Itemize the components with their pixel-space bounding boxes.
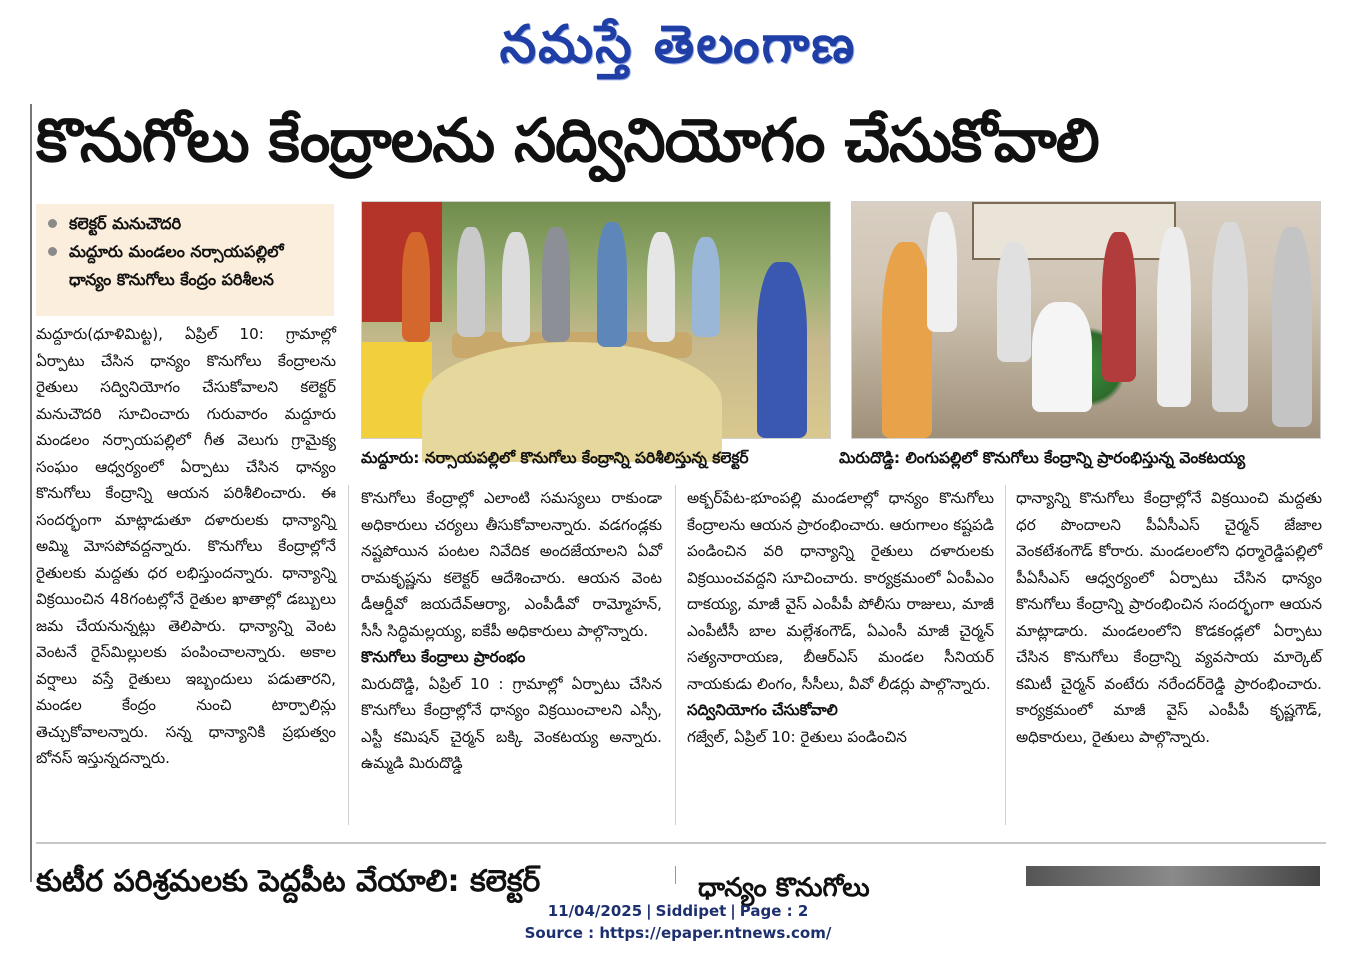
article-column — [687, 485, 994, 831]
person-figure — [1032, 302, 1092, 412]
column-divider — [675, 866, 676, 884]
person-figure — [1102, 232, 1136, 382]
footer-page: Page : 2 — [739, 902, 809, 920]
person-figure — [597, 222, 627, 347]
next-photo — [1026, 866, 1320, 886]
photo-center-inauguration — [851, 201, 1321, 439]
column-divider — [1005, 485, 1006, 825]
person-figure — [882, 242, 932, 438]
photo-collector-inspection — [361, 201, 831, 439]
left-border-rule — [30, 104, 32, 882]
person-figure — [457, 227, 485, 337]
highlight-item — [44, 210, 326, 238]
footer-edition: Siddipet — [655, 902, 727, 920]
article-paragraph: కొనుగోలు కేంద్రాల్లో ఎలాంటి సమస్యలు రాకుండా అధికారులు చర్యలు తీసుకోవాలన్నారు. వడగండ్లకు నష్టపోయిన పంటల నివేదిక అందజేయాలని ఏవో రామకృష్ణను కలెక్టర్ ఆదేశించారు. ఆయన వెంట డీఆర్డీవో జయదేవ్ఆర్యా, ఎంపీడీవో రామ్మోహన్, సీసీ సిద్ధిమల్లయ్య, ఐకేపీ అధికారులు పాల్గొన్నారు. — [361, 489, 662, 640]
person-figure — [1272, 227, 1312, 427]
person-figure — [502, 232, 530, 342]
person-figure — [927, 212, 957, 332]
person-figure — [647, 232, 675, 342]
person-figure — [542, 227, 570, 342]
highlight-item — [44, 238, 326, 294]
person-figure — [1212, 222, 1248, 412]
bullet-icon — [48, 219, 57, 228]
column-divider — [675, 485, 676, 825]
person-figure — [402, 232, 430, 342]
next-headline: కుటీర పరిశ్రమలకు పెద్దపీట వేయాలి: కలెక్టర్ — [36, 864, 541, 899]
next-article-strip — [30, 860, 1326, 903]
page-footer — [0, 900, 1356, 944]
article-paragraph: ధాన్యాన్ని కొనుగోలు కేంద్రాల్లోనే విక్రయించి మద్దతు ధర పొందాలని పీఏసీఎస్ చైర్మన్ జేజాల వెంకటేశంగౌడ్ కోరారు. మండలంలోని ధర్మారెడ్డిపల్లిలో పీఏసీఎస్ ఆధ్వర్యంలో ఏర్పాటు చేసిన ధాన్యం కొనుగోలు కేంద్రాన్ని ప్రారంభించిన సందర్భంగా ఆయన మాట్లాడారు. మండలంలోని కొడకండ్లలో ఏర్పాటు చేసిన కొనుగోలు కేంద్రాన్ని వ్యవసాయ మార్కెట్ కమిటీ చైర్మన్ వంటేరు నరేందర్‌రెడ్డి ప్రారంభించారు. కార్యక్రమంలో మాజీ వైస్ ఎంపీపీ కృష్ణగౌడ్, అధికారులు, రైతులు పాల్గొన్నారు. — [1016, 489, 1322, 746]
highlight-text: మద్దూరు మండలం నర్సాయపల్లిలో ధాన్యం కొనుగోలు కేంద్రం పరిశీలన — [69, 242, 284, 289]
article-column — [361, 485, 662, 831]
photo-caption: మద్దూరు: నర్సాయపల్లిలో కొనుగోలు కేంద్రాన్ని పరిశీలిస్తున్న కలెక్టర్ — [361, 449, 749, 467]
highlights-box — [36, 204, 334, 316]
highlight-text: కలెక్టర్ మనుచౌదరి — [69, 214, 182, 233]
photo-caption: మిరుదొడ్డి: లింగుపల్లిలో కొనుగోలు కేంద్రాన్ని ప్రారంభిస్తున్న వెంకటయ్య — [839, 449, 1246, 467]
person-figure — [692, 237, 720, 337]
next-headline: ధాన్యం కొనుగోలు — [698, 873, 870, 903]
masthead-logo: నమస్తే తెలంగాణ — [499, 14, 857, 75]
article-column — [1016, 485, 1322, 831]
article-subheading: కొనుగోలు కేంద్రాలు ప్రారంభం — [361, 648, 526, 666]
person-figure — [757, 262, 807, 438]
column-divider — [348, 485, 349, 825]
footer-source-link[interactable]: Source : https://epaper.ntnews.com/ — [524, 924, 832, 942]
bullet-icon — [48, 247, 57, 256]
person-figure — [997, 242, 1031, 362]
article-subheading: సద్వినియోగం చేసుకోవాలి — [687, 701, 838, 719]
footer-date: 11/04/2025 — [547, 902, 643, 920]
person-figure — [1157, 227, 1191, 407]
article-paragraph: మిరుదొడ్డి, ఏప్రిల్ 10 : గ్రామాల్లో ఏర్పాటు చేసిన కొనుగోలు కేంద్రాల్లోనే ధాన్యం విక్రయించాలని ఎస్సీ, ఎస్టీ కమిషన్ చైర్మన్ బక్కి వెంకటయ్య అన్నారు. ఉమ్మడి మిరుదొడ్డి — [361, 674, 662, 772]
article-paragraph: అక్బర్‌పేట-భూంపల్లి మండలాల్లో ధాన్యం కొనుగోలు కేంద్రాలను ఆయన ప్రారంభించారు. ఆరుగాలం కష్టపడి పండించిన వరి ధాన్యాన్ని రైతులు దళారులకు విక్రయించవద్దని సూచించారు. కార్యక్రమంలో ఏంపీఎం దాకయ్య, మాజీ వైస్ ఎంపీపీ పోలీసు రాజులు, మాజీ ఎంపీటీసీ బాల మల్లేశంగౌడ్, ఏఎంసీ మాజీ చైర్మన్ సత్యనారాయణ, బీఆర్ఎస్ మండల సీనియర్ నాయకుడు లింగం, సీసీలు, వీవో లీడర్లు పాల్గొన్నారు. — [687, 489, 994, 693]
article-paragraph: మద్దూరు(ధూళిమిట్ట), ఏప్రిల్ 10: గ్రామాల్లో ఏర్పాటు చేసిన ధాన్యం కొనుగోలు కేంద్రాలను రైతులు సద్వినియోగం చేసుకోవాలని కలెక్టర్ మనుచౌదరి సూచించారు గురువారం మద్దూరు మండలం నర్సాయపల్లిలో గీత వెలుగు గ్రామైక్య సంఘం ఆధ్వర్యంలో ఏర్పాటు చేసిన ధాన్యం కొనుగోలు కేంద్రాన్ని ఆయన పరిశీలించారు. ఈ సందర్భంగా మాట్లాడుతూ దళారులకు ధాన్యాన్ని అమ్మి మోసపోవద్దన్నారు. కొనుగోలు కేంద్రాల్లోనే రైతులకు మద్దతు ధర లభిస్తుందన్నారు. ధాన్యాన్ని విక్రయించిన 48గంటల్లోనే రైతుల ఖాతాల్లో డబ్బులు జమ చేయనున్నట్లు తెలిపారు. ధాన్యాన్ని వెంట వెంటనే రైస్‌మిల్లులకు పంపించాలన్నారు. అకాల వర్షాలు వస్తే రైతులు ఇబ్బందులు పడుతారని, మండల కేంద్రం నుంచి టార్పాలిన్లు తెచ్చుకోవాలన్నారు. సన్న ధాన్యానికి ప్రభుత్వం బోనస్ ఇస్తున్నదన్నారు. — [36, 325, 336, 767]
article-paragraph: గజ్వేల్, ఏప్రిల్ 10: రైతులు పండించిన — [687, 727, 907, 746]
footer-meta: 11/04/2025 | Siddipet | Page : 2 — [547, 902, 809, 920]
section-divider — [36, 842, 1326, 844]
main-headline: కొనుగోలు కేంద్రాలను సద్వినియోగం చేసుకోవాలి — [36, 106, 1099, 176]
article-column — [36, 321, 336, 831]
